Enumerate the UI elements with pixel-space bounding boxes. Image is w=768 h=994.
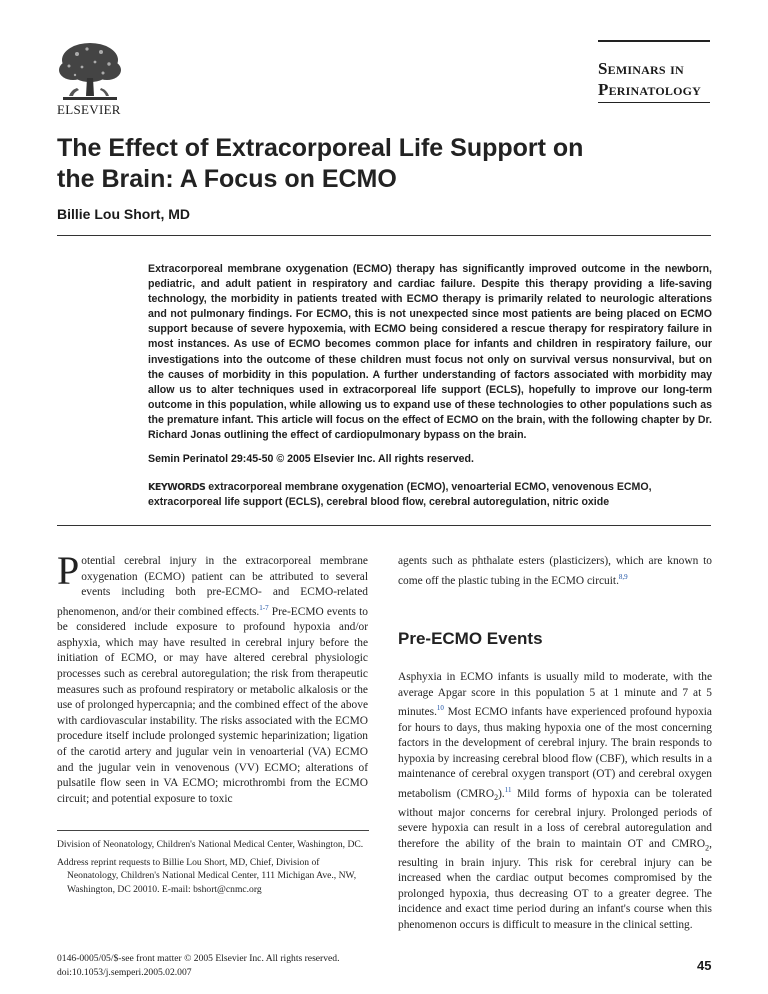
journal-top-rule bbox=[598, 40, 710, 42]
article-title: The Effect of Extracorporeal Life Support on the Brain: A Focus on ECMO bbox=[57, 134, 584, 193]
section-text-a: Asphyxia in ECMO infants is usually mild to moderate, with the average Apgar score in this population 5 at 1 minute and 7 at 5 minutes. bbox=[398, 671, 712, 718]
journal-bottom-rule bbox=[598, 102, 710, 103]
subscript: 2 bbox=[494, 793, 499, 803]
publisher-name: ELSEVIER bbox=[57, 102, 121, 117]
intro-text-a: otential cerebral injury in the extracorporeal membrane oxygenation (ECMO) patient can be attributed to several events including both pre-ECMO- and ECMO-related phenomenon, and/or their combined effects. bbox=[57, 555, 368, 618]
abstract-text: Extracorporeal membrane oxygenation (ECMO) therapy has significantly improved outcome in the newborn, pediatric, and adult patient in respiratory and cardiac failure. Despite this therapy providing a life-saving technology, the morbidity in patients treated with ECMO therapy is primarily related to neurologic alterations and not pulmonary findings. For ECMO, this is not unexpected since most patients are being placed on ECMO support because of severe hypoxemia, with ECMO being considered a rescue therapy for respiratory failure in most instances. As use of ECMO becomes common place for infants and children in respiratory failure, our investigations into the outcome of these children must focus not only on survival versus nonsurvival, but on the causes of morbidity in this population. A further understanding of factors associated with morbidity may allow us to alter techniques used in extracorporeal life support (ECLS), hopefully to improve our long-term outcome in this population, while allowing us to expand use of these technologies to other populations such as the premature infant. This article will focus on the effect of ECMO on the brain, with the following chapter by Dr. Richard Jonas outlining the effect of cardiopulmonary bypass on the brain. bbox=[148, 263, 712, 442]
body-left-column bbox=[57, 548, 368, 807]
keywords-text: extracorporeal membrane oxygenation (ECMO), venoarterial ECMO, venovenous ECMO, extracorporeal life support (ECLS), cerebral blood flow, cerebral autoregulation, nitric oxide bbox=[148, 481, 652, 509]
journal-name bbox=[598, 58, 712, 100]
section-text-e: , resulting in brain injury. This risk for cerebral injury can be increased when the cardiac output becomes compromised by the prolonged hypoxia, thus decreasing OT to a greater degree. The incidence and exact time period during an infant's course when this phenomenon occurs is difficult to measure in the clinical setting. bbox=[398, 837, 712, 932]
elsevier-tree-logo bbox=[57, 40, 123, 102]
reprint-address-note: Address reprint requests to Billie Lou Short, MD, Chief, Division of Neonatology, Children's National Medical Center, 111 Michigan Ave., NW, Washington, DC 20010. E-mail: bshort@cnmc.org bbox=[57, 856, 357, 895]
keywords-label: KEYWORDS bbox=[148, 482, 206, 493]
page-number: 45 bbox=[697, 958, 712, 973]
section-body-text bbox=[398, 670, 712, 934]
journal-name-line1: Seminars in bbox=[598, 59, 684, 78]
journal-name-line2: Perinatology bbox=[598, 80, 702, 99]
footnote-rule bbox=[57, 830, 369, 831]
reference-link[interactable]: 10 bbox=[436, 704, 444, 713]
author-name: Billie Lou Short, MD bbox=[57, 206, 190, 222]
intro-text-b: Pre-ECMO events to be considered include exposure to profound hypoxia and/or asphyxia, which may have resulted in cerebral injury before the initiation of ECMO, or may have altered cerebral physiologic processes such as cerebral autoregulation; the risk from therapeutic measures such as profound respiratory or metabolic alkalosis or the use of prolonged hypercapnia; and the combined effect of the above with cardiovascular instability. The risks associated with the ECMO procedure itself include prolonged systemic heparinization; ligation of the carotid artery and jugular vein in venoarterial (VA) ECMO and the jugular vein in venovenous (VV) ECMO; alterations of pulsatile flow seen in VA ECMO; microthrombi from the ECMO circuit; and potential exposure to toxic bbox=[57, 605, 368, 805]
section-text-d: Mild forms of hypoxia can be tolerated without major concerns for cerebral injury. Prolonged periods of severe hypoxia can result in a loss of cerebral autoregulation and therefore the ability of the brain to maintain OT and CMRO bbox=[398, 787, 712, 850]
reference-link[interactable]: 1-7 bbox=[259, 603, 269, 612]
reference-link[interactable]: 11 bbox=[504, 785, 512, 794]
drop-cap: P bbox=[57, 548, 80, 593]
continuation-text: agents such as phthalate esters (plasticizers), which are known to come off the plastic tubing in the ECMO circuit. bbox=[398, 555, 712, 587]
footnote-block bbox=[57, 838, 369, 900]
section-text-b: Most ECMO infants have experienced profound hypoxia for hours to days, thus making hypoxia one of the most concerning factors in the development of cerebral injury. The brain responds to hypoxia by increasing cerebral blood flow (CBF), which results in a maintenance of cerebral oxygen transport (OT) and cerebral oxygen metabolism (CMRO bbox=[398, 705, 712, 800]
abstract-divider bbox=[57, 525, 711, 526]
affiliation-note: Division of Neonatology, Children's National Medical Center, Washington, DC. bbox=[57, 839, 364, 850]
keywords-block bbox=[148, 480, 712, 510]
subscript: 2 bbox=[705, 843, 710, 853]
footer-copyright bbox=[57, 952, 340, 979]
section-text-c: ). bbox=[498, 787, 505, 800]
header-divider bbox=[57, 235, 711, 236]
reference-link[interactable]: 8,9 bbox=[618, 572, 628, 581]
section-heading: Pre-ECMO Events bbox=[398, 629, 543, 648]
citation-line: Semin Perinatol 29:45-50 © 2005 Elsevier Inc. All rights reserved. bbox=[148, 453, 474, 465]
copyright-line: 0146-0005/05/$-see front matter © 2005 Elsevier Inc. All rights reserved. bbox=[57, 953, 340, 964]
doi-link[interactable]: doi:10.1053/j.semperi.2005.02.007 bbox=[57, 966, 192, 978]
body-right-column-continuation bbox=[398, 554, 712, 589]
